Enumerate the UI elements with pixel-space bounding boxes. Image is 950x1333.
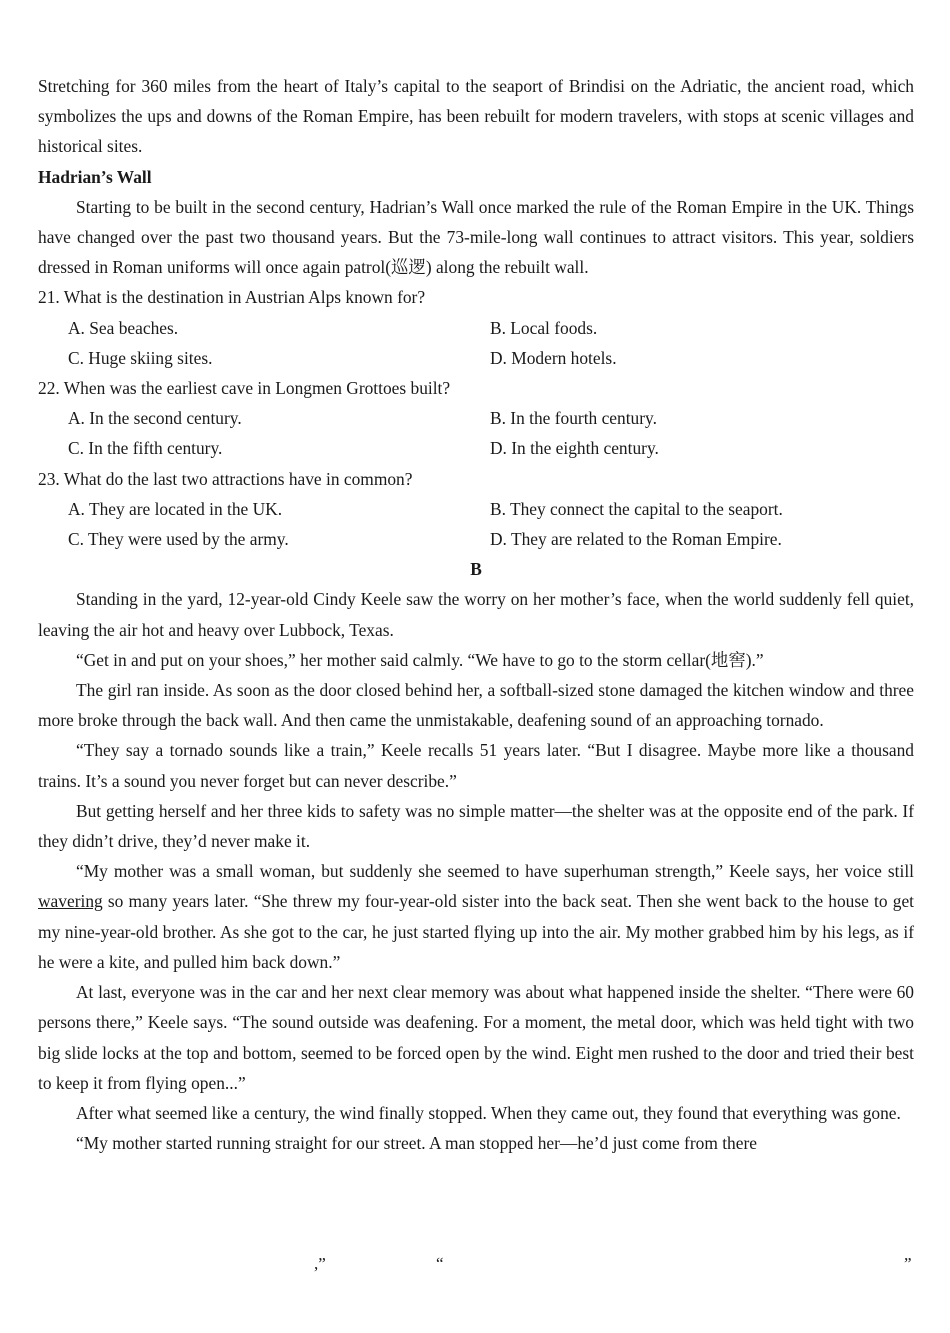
option-a: A. They are located in the UK. bbox=[68, 498, 283, 519]
section-title: Hadrian’s Wall bbox=[38, 166, 152, 187]
paragraph: The girl ran inside. As soon as the door closed behind her, a softball-sized stone damaged the kitchen window and three more broke through the back wall. And then came the unmistakable, deafening sound of an approaching tornado. bbox=[38, 680, 914, 731]
option-b: B. In the fourth century. bbox=[490, 408, 657, 429]
intro-paragraph: Stretching for 360 miles from the heart of Italy’s capital to the seaport of Brindisi on the Adriatic, the ancient road, which symbolizes the ups and downs of the Roman Empire, has been rebuilt for modern travelers, with stops at scenic villages and historical sites. bbox=[38, 76, 914, 157]
paragraph: “My mother started running straight for our street. A man stopped her—he’d just come from there bbox=[76, 1133, 757, 1154]
option-d: D. They are related to the Roman Empire. bbox=[490, 529, 782, 550]
answer-options bbox=[38, 403, 914, 463]
option-a: A. Sea beaches. bbox=[68, 317, 179, 338]
paragraph: “They say a tornado sounds like a train,” Keele recalls 51 years later. “But I disagree. Maybe more like a thousand trains. It’s a sound you never forget but can never describe.” bbox=[38, 740, 914, 791]
section-paragraph: Starting to be built in the second century, Hadrian’s Wall once marked the rule of the Roman Empire in the UK. Things have changed over the past two thousand years. But the 73-mile-long wall continues to attract visitors. This year, soldiers dressed in Roman uniforms will once again patrol(巡逻) along the rebuilt wall. bbox=[38, 196, 914, 278]
cut-off-quote-mark: “ bbox=[436, 1254, 444, 1273]
paragraph bbox=[38, 856, 914, 977]
question-stem: 22. When was the earliest cave in Longmen Grottoes built? bbox=[38, 378, 451, 399]
option-a: A. In the second century. bbox=[68, 408, 242, 429]
passage-b-title: B bbox=[470, 559, 482, 580]
paragraph: “Get in and put on your shoes,” her mother said calmly. “We have to go to the storm cellar(地窖).” bbox=[76, 649, 764, 670]
paragraph: Standing in the yard, 12-year-old Cindy Keele saw the worry on her mother’s face, when the world suddenly fell quiet, leaving the air hot and heavy over Lubbock, Texas. bbox=[38, 589, 914, 640]
option-c: C. In the fifth century. bbox=[68, 438, 223, 459]
paragraph: After what seemed like a century, the wind finally stopped. When they came out, they found that everything was gone. bbox=[76, 1102, 901, 1123]
question-stem: 23. What do the last two attractions have in common? bbox=[38, 468, 413, 489]
paragraph: But getting herself and her three kids to safety was no simple matter—the shelter was at the opposite end of the park. If they didn’t drive, they’d never make it. bbox=[38, 800, 914, 852]
text-run: so many years later. “She threw my four-year-old sister into the back seat. Then she went back to the house to get my nine-year-old brother. As she got to the car, he just started flying up into the air. My mother grabbed him by his legs, as if he were a kite, and pulled him back down.” bbox=[38, 891, 914, 972]
cut-off-quote-mark: ,” bbox=[314, 1254, 326, 1273]
cut-off-quote-mark: ” bbox=[904, 1254, 912, 1273]
option-c: C. They were used by the army. bbox=[68, 529, 289, 550]
option-c: C. Huge skiing sites. bbox=[68, 347, 213, 368]
option-d: D. In the eighth century. bbox=[490, 438, 659, 459]
question-22 bbox=[38, 373, 914, 464]
question-21 bbox=[38, 282, 914, 373]
paragraph: At last, everyone was in the car and her next clear memory was about what happened inside the shelter. “There were 60 persons there,” Keele says. “The sound outside was deafening. For a moment, the metal door, which was held tight with two big slide locks at the top and bottom, seemed to be forced open by the wind. Eight men rushed to the door and tried their best to keep it from flying open...” bbox=[38, 982, 914, 1093]
page-content bbox=[38, 71, 914, 1158]
question-stem: 21. What is the destination in Austrian Alps known for? bbox=[38, 287, 426, 308]
answer-options bbox=[38, 313, 914, 373]
option-b: B. Local foods. bbox=[490, 317, 598, 338]
underlined-word: wavering bbox=[38, 891, 103, 912]
text-run: “My mother was a small woman, but suddenly she seemed to have superhuman strength,” Keele says, her voice still bbox=[76, 861, 914, 882]
question-23 bbox=[38, 464, 914, 555]
option-b: B. They connect the capital to the seaport. bbox=[490, 498, 783, 519]
answer-options bbox=[38, 494, 914, 554]
option-d: D. Modern hotels. bbox=[490, 347, 617, 368]
